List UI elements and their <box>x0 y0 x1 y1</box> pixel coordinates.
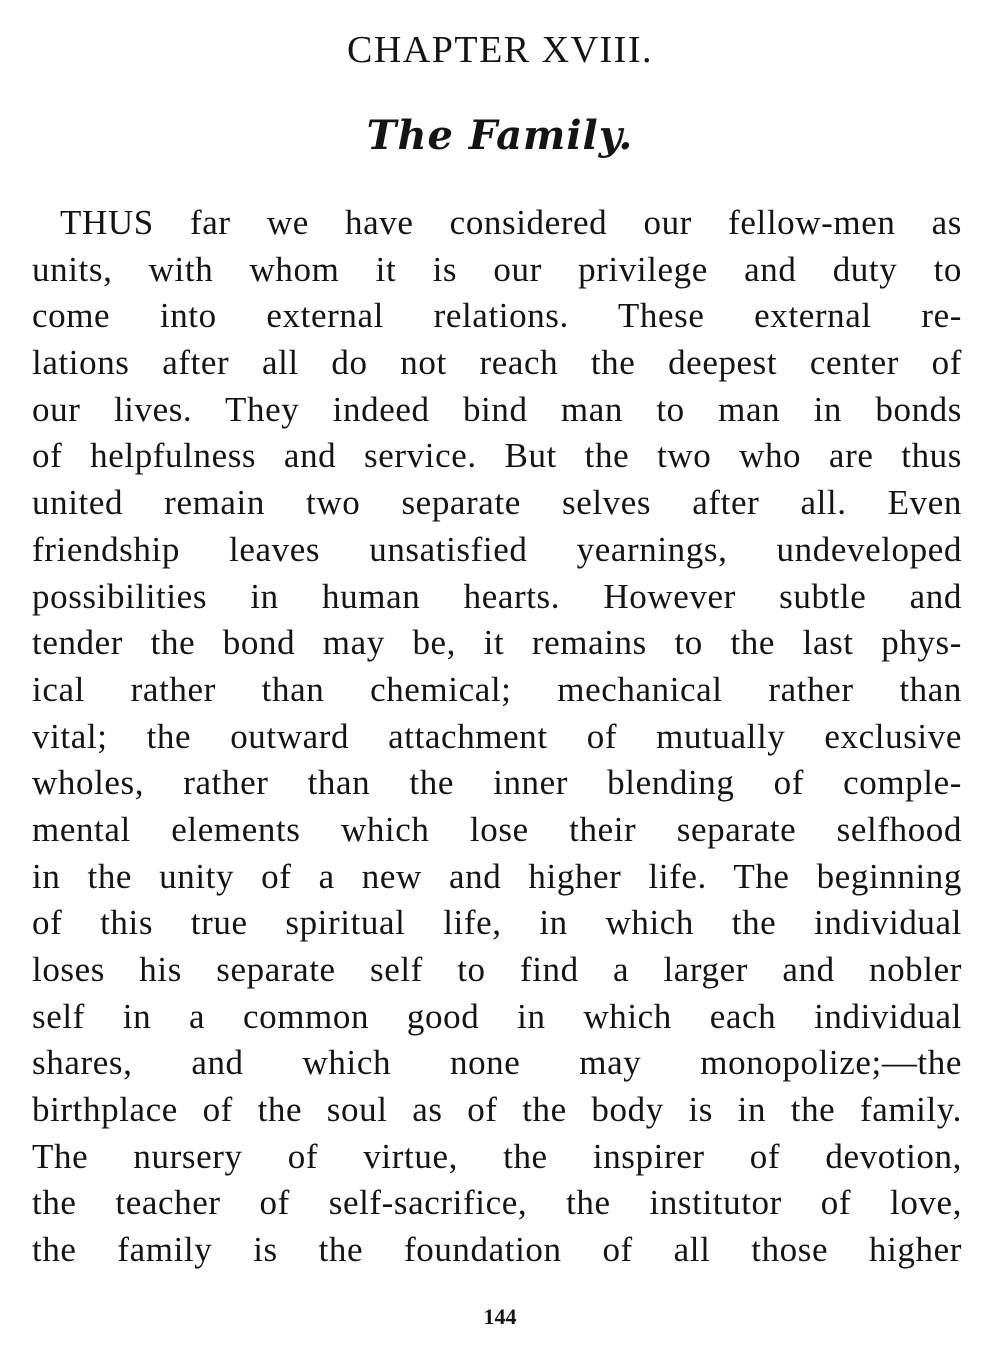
text-line: ical rather than chemical; mechanical rather than <box>32 669 962 709</box>
chapter-heading: CHAPTER XVIII. <box>347 29 653 71</box>
page-number: 144 <box>483 1304 517 1329</box>
text-line: shares, and which none may monopolize;—the <box>32 1043 962 1083</box>
text-line: birthplace of the soul as of the body is in the family. <box>32 1090 962 1130</box>
text-line: come into external relations. These external re- <box>32 296 962 336</box>
text-line: vital; the outward attachment of mutually exclusive <box>32 716 962 756</box>
text-line: lations after all do not reach the deepest center of <box>32 343 962 383</box>
text-line: tender the bond may be, it remains to the last phys- <box>32 623 962 663</box>
text-line: our lives. They indeed bind man to man in bonds <box>32 389 962 429</box>
text-line: The nursery of virtue, the inspirer of devotion, <box>32 1136 962 1176</box>
text-line: friendship leaves unsatisfied yearnings, undeveloped <box>32 529 962 569</box>
text-line: wholes, rather than the inner blending of comple- <box>32 763 962 803</box>
chapter-title: The Family. <box>366 112 634 159</box>
text-line: units, with whom it is our privilege and duty to <box>32 249 962 289</box>
text-line: mental elements which lose their separate selfhood <box>32 809 962 849</box>
text-line: of helpfulness and service. But the two who are thus <box>32 436 962 476</box>
text-line: the teacher of self-sacrifice, the institutor of love, <box>32 1183 962 1223</box>
text-line: self in a common good in which each individual <box>32 996 962 1036</box>
text-line: THUS far we have considered our fellow-men as <box>60 203 962 242</box>
body-paragraph <box>32 200 962 1274</box>
text-line: loses his separate self to find a larger and nobler <box>32 950 962 989</box>
text-line: the family is the foundation of all those higher <box>32 1230 962 1270</box>
text-line: united remain two separate selves after all. Even <box>32 483 962 523</box>
text-line: of this true spiritual life, in which the individual <box>32 903 962 943</box>
text-line: in the unity of a new and higher life. The beginning <box>32 856 962 896</box>
text-line: possibilities in human hearts. However subtle and <box>32 576 962 616</box>
